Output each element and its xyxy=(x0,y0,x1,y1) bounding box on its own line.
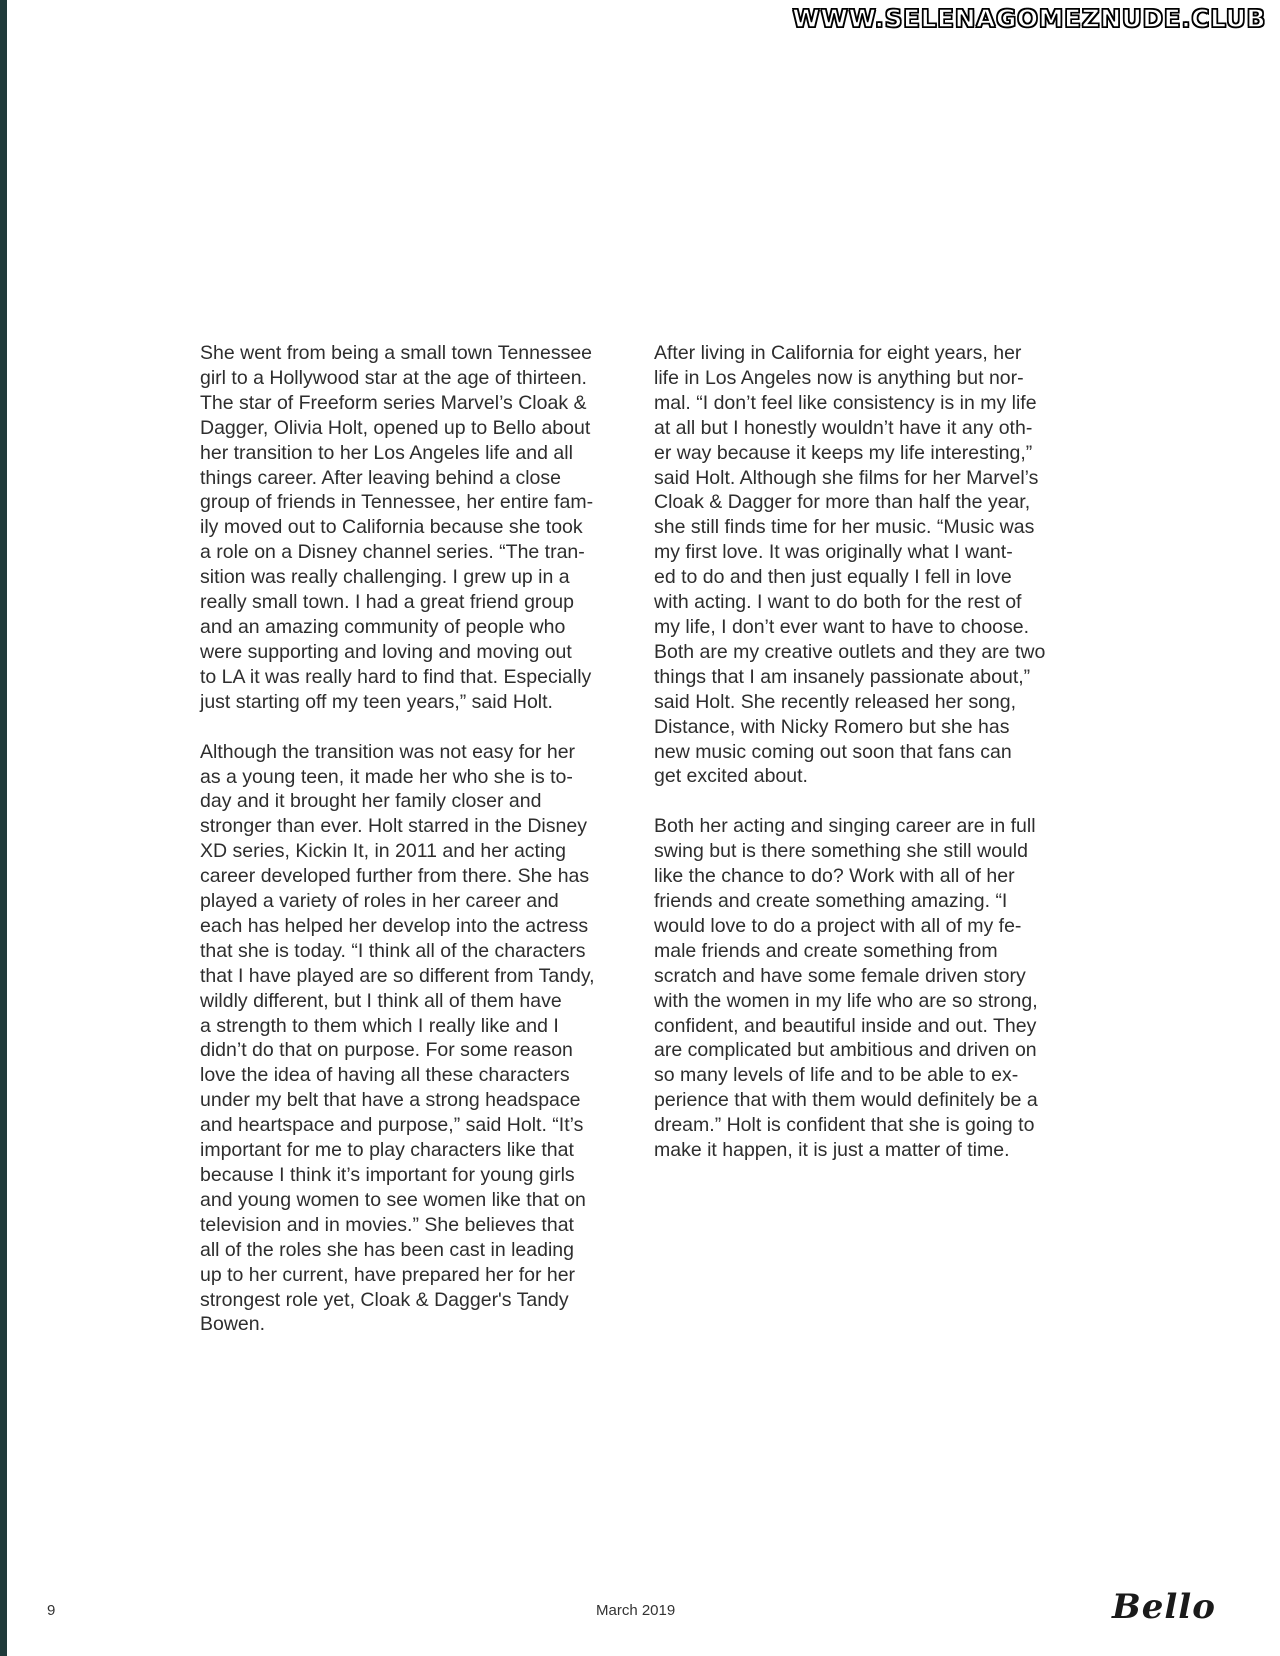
text-line: television and in movies.” She believes that xyxy=(200,1213,574,1236)
article-paragraph xyxy=(654,341,1094,789)
text-line: ed to do and then just equally I fell in love xyxy=(654,566,1012,589)
text-line: Both her acting and singing career are in full xyxy=(654,815,1036,838)
page-edge-bar xyxy=(0,0,7,1656)
text-line: scratch and have some female driven story xyxy=(654,964,1026,987)
text-line: were supporting and loving and moving out xyxy=(200,640,572,663)
text-line: friends and create something amazing. “I xyxy=(654,890,1008,913)
text-line: are complicated but ambitious and driven on xyxy=(654,1039,1037,1062)
text-line: all of the roles she has been cast in leading xyxy=(200,1238,574,1261)
text-line: mal. “I don’t feel like consistency is in my life xyxy=(654,391,1037,414)
text-line: and heartspace and purpose,” said Holt. “It’s xyxy=(200,1114,584,1137)
article-column-right xyxy=(654,341,1094,1163)
text-line: up to her current, have prepared her for her xyxy=(200,1263,576,1286)
text-line: her transition to her Los Angeles life and all xyxy=(200,441,573,464)
text-line: love the idea of having all these characters xyxy=(200,1064,570,1087)
text-line: she still finds time for her music. “Music was xyxy=(654,516,1035,539)
text-line: my life, I don’t ever want to have to choose. xyxy=(654,615,1030,638)
text-line: would love to do a project with all of my fe- xyxy=(654,914,1022,937)
text-line: Although the transition was not easy for her xyxy=(200,740,576,763)
text-line: girl to a Hollywood star at the age of thirteen. xyxy=(200,366,587,389)
text-line: things that I am insanely passionate about,” xyxy=(654,665,1031,688)
text-line: confident, and beautiful inside and out. They xyxy=(654,1014,1037,1037)
text-line: perience that with them would definitely be a xyxy=(654,1089,1038,1112)
text-line: swing but is there something she still would xyxy=(654,840,1028,863)
bello-logo: Bello xyxy=(1112,1587,1216,1627)
text-line: Distance, with Nicky Romero but she has xyxy=(654,715,1010,738)
text-line: dream.” Holt is confident that she is going to xyxy=(654,1114,1035,1137)
article-paragraph xyxy=(200,341,640,715)
article-paragraph xyxy=(200,740,640,1338)
text-line: as a young teen, it made her who she is to- xyxy=(200,765,573,788)
text-line: at all but I honestly wouldn’t have it any oth- xyxy=(654,416,1033,439)
text-line: said Holt. Although she films for her Marvel’s xyxy=(654,466,1039,489)
text-line: a strength to them which I really like and I xyxy=(200,1014,559,1037)
text-line: like the chance to do? Work with all of her xyxy=(654,865,1015,888)
text-line: because I think it’s important for young girls xyxy=(200,1164,575,1186)
text-line: with acting. I want to do both for the rest of xyxy=(654,591,1022,614)
text-line: to LA it was really hard to find that. Especially xyxy=(200,665,592,688)
text-line: didn’t do that on purpose. For some reason xyxy=(200,1039,573,1062)
watermark: WWW.SELENAGOMEZNUDE.CLUB xyxy=(792,4,1266,33)
text-line: stronger than ever. Holt starred in the Disney xyxy=(200,815,587,838)
text-line: under my belt that have a strong headspace xyxy=(200,1089,581,1112)
page-number: 9 xyxy=(47,1602,56,1619)
text-line: Bowen. xyxy=(200,1313,266,1336)
text-line: that she is today. “I think all of the characters xyxy=(200,939,586,962)
text-line: so many levels of life and to be able to ex- xyxy=(654,1064,1019,1087)
text-line: ily moved out to California because she took xyxy=(200,516,583,539)
text-line: er way because it keeps my life interesting,” xyxy=(654,441,1033,464)
text-line: and young women to see women like that on xyxy=(200,1188,586,1211)
article-paragraph xyxy=(654,814,1094,1163)
text-line: life in Los Angeles now is anything but nor- xyxy=(654,366,1024,389)
paragraph-gap xyxy=(200,715,640,740)
text-line: male friends and create something from xyxy=(654,939,998,962)
text-line: each has helped her develop into the actress xyxy=(200,914,589,937)
text-line: important for me to play characters like that xyxy=(200,1139,574,1162)
text-line: career developed further from there. She has xyxy=(200,865,590,888)
text-line: Dagger, Olivia Holt, opened up to Bello about xyxy=(200,416,591,439)
text-line: make it happen, it is just a matter of time. xyxy=(654,1139,1010,1162)
text-line: wildly different, but I think all of them have xyxy=(200,989,562,1012)
text-line: The star of Freeform series Marvel’s Cloak & xyxy=(200,391,587,414)
text-line: played a variety of roles in her career and xyxy=(200,890,559,913)
text-line: a role on a Disney channel series. “The tran- xyxy=(200,541,585,564)
text-line: said Holt. She recently released her song, xyxy=(654,690,1017,713)
text-line: strongest role yet, Cloak & Dagger's Tandy xyxy=(200,1288,569,1311)
text-line: Both are my creative outlets and they are two xyxy=(654,640,1046,663)
text-line: After living in California for eight years, her xyxy=(654,342,1022,364)
text-line: that I have played are so different from Tandy, xyxy=(200,964,595,987)
text-line: really small town. I had a great friend group xyxy=(200,591,574,614)
text-line: get excited about. xyxy=(654,765,808,788)
text-line: new music coming out soon that fans can xyxy=(654,740,1012,763)
text-line: and an amazing community of people who xyxy=(200,615,566,638)
text-line: my first love. It was originally what I want- xyxy=(654,541,1013,564)
text-line: with the women in my life who are so strong, xyxy=(654,989,1038,1012)
text-line: just starting off my teen years,” said Holt. xyxy=(200,690,553,713)
article-column-left xyxy=(200,341,640,1337)
text-line: She went from being a small town Tennessee xyxy=(200,342,593,364)
text-line: sition was really challenging. I grew up in a xyxy=(200,566,570,589)
text-line: day and it brought her family closer and xyxy=(200,790,542,813)
text-line: group of friends in Tennessee, her entire fam- xyxy=(200,491,594,514)
issue-date: March 2019 xyxy=(596,1602,676,1619)
text-line: Cloak & Dagger for more than half the year, xyxy=(654,491,1031,514)
text-line: XD series, Kickin It, in 2011 and her acting xyxy=(200,840,566,863)
paragraph-gap xyxy=(654,789,1094,814)
text-line: things career. After leaving behind a close xyxy=(200,466,561,489)
